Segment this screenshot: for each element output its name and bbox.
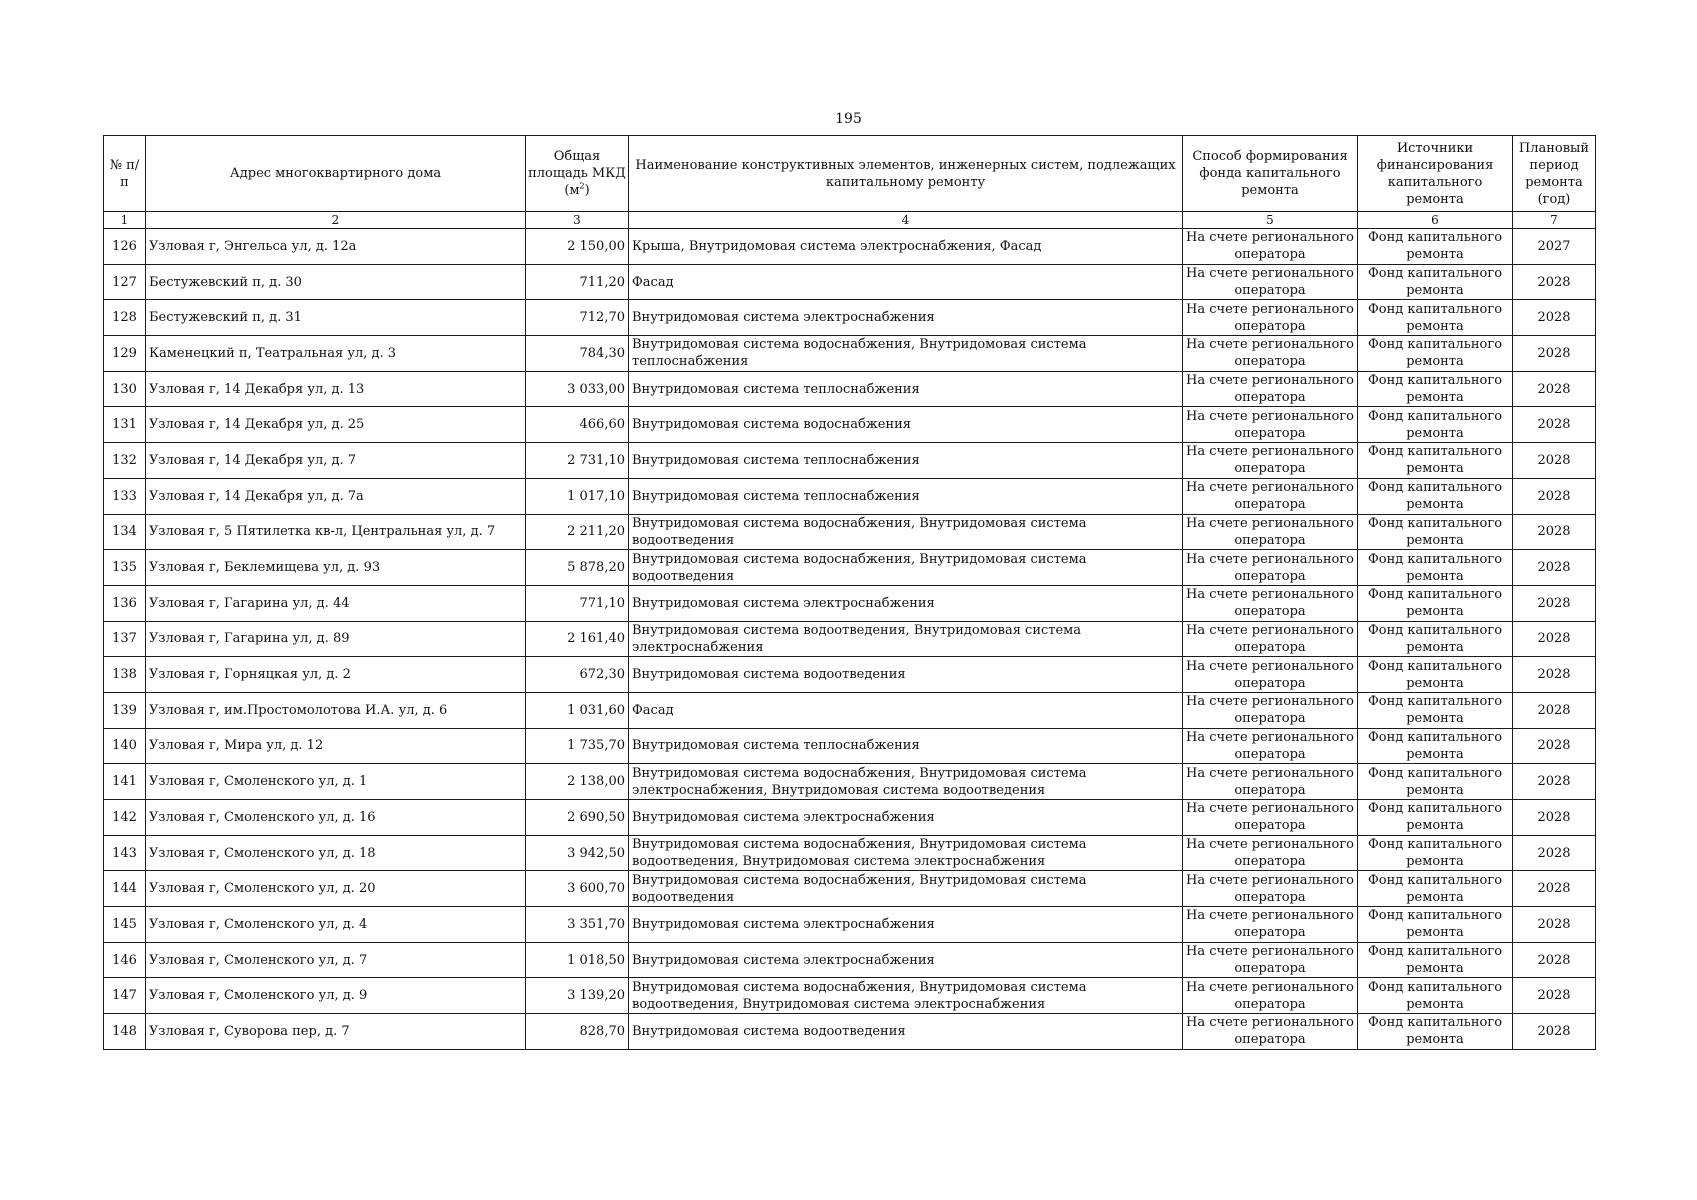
cell-address: Узловая г, Смоленского ул, д. 20 — [146, 871, 526, 907]
column-number: 7 — [1513, 212, 1596, 229]
cell-num: 147 — [104, 978, 146, 1014]
cell-address: Узловая г, 14 Декабря ул, д. 7а — [146, 478, 526, 514]
table-row — [104, 443, 1596, 479]
cell-area: 784,30 — [526, 336, 629, 372]
cell-method: На счете регионального оператора — [1183, 229, 1358, 265]
cell-elements: Внутридомовая система водоснабжения, Внутридомовая система водоотведения, Внутридомовая система электроснабжения — [629, 835, 1183, 871]
header-elements: Наименование конструктивных элементов, инженерных систем, подлежащих капитальному ремонту — [629, 136, 1183, 212]
cell-num: 144 — [104, 871, 146, 907]
cell-num: 135 — [104, 550, 146, 586]
cell-address: Бестужевский п, д. 31 — [146, 300, 526, 336]
cell-num: 127 — [104, 264, 146, 300]
cell-year: 2028 — [1513, 835, 1596, 871]
cell-year: 2028 — [1513, 478, 1596, 514]
cell-year: 2028 — [1513, 514, 1596, 550]
table-row — [104, 978, 1596, 1014]
cell-area: 672,30 — [526, 657, 629, 693]
cell-elements: Внутридомовая система электроснабжения — [629, 300, 1183, 336]
cell-method: На счете регионального оператора — [1183, 1014, 1358, 1050]
header-area-close: ) — [584, 183, 590, 198]
cell-elements: Внутридомовая система водоснабжения, Внутридомовая система водоотведения — [629, 871, 1183, 907]
cell-address: Узловая г, им.Простомолотова И.А. ул, д. 6 — [146, 692, 526, 728]
repair-program-table — [103, 135, 1596, 1050]
cell-source: Фонд капитального ремонта — [1358, 514, 1513, 550]
header-source: Источники финансирования капитального ремонта — [1358, 136, 1513, 212]
table-row — [104, 764, 1596, 800]
header-area-sup: 2 — [579, 181, 585, 191]
table-row — [104, 407, 1596, 443]
cell-num: 126 — [104, 229, 146, 265]
cell-area: 711,20 — [526, 264, 629, 300]
cell-area: 3 139,20 — [526, 978, 629, 1014]
cell-elements: Внутридомовая система электроснабжения — [629, 907, 1183, 943]
cell-method: На счете регионального оператора — [1183, 907, 1358, 943]
cell-elements: Внутридомовая система водоснабжения, Внутридомовая система электроснабжения, Внутридомовая система водоотведения — [629, 764, 1183, 800]
cell-address: Бестужевский п, д. 30 — [146, 264, 526, 300]
cell-year: 2028 — [1513, 764, 1596, 800]
cell-address: Узловая г, Беклемищева ул, д. 93 — [146, 550, 526, 586]
cell-address: Узловая г, Гагарина ул, д. 89 — [146, 621, 526, 657]
cell-area: 2 690,50 — [526, 800, 629, 836]
cell-year: 2028 — [1513, 264, 1596, 300]
cell-method: На счете регионального оператора — [1183, 692, 1358, 728]
cell-year: 2028 — [1513, 371, 1596, 407]
cell-source: Фонд капитального ремонта — [1358, 229, 1513, 265]
cell-elements: Крыша, Внутридомовая система электроснабжения, Фасад — [629, 229, 1183, 265]
cell-source: Фонд капитального ремонта — [1358, 907, 1513, 943]
table-row — [104, 478, 1596, 514]
cell-method: На счете регионального оператора — [1183, 443, 1358, 479]
cell-address: Узловая г, Энгельса ул, д. 12а — [146, 229, 526, 265]
cell-source: Фонд капитального ремонта — [1358, 657, 1513, 693]
cell-source: Фонд капитального ремонта — [1358, 621, 1513, 657]
cell-num: 143 — [104, 835, 146, 871]
cell-address: Узловая г, Смоленского ул, д. 4 — [146, 907, 526, 943]
cell-area: 2 150,00 — [526, 229, 629, 265]
cell-year: 2028 — [1513, 692, 1596, 728]
cell-area: 2 138,00 — [526, 764, 629, 800]
cell-method: На счете регионального оператора — [1183, 264, 1358, 300]
cell-num: 139 — [104, 692, 146, 728]
cell-elements: Внутридомовая система водоснабжения, Внутридомовая система теплоснабжения — [629, 336, 1183, 372]
cell-source: Фонд капитального ремонта — [1358, 264, 1513, 300]
cell-source: Фонд капитального ремонта — [1358, 1014, 1513, 1050]
cell-method: На счете регионального оператора — [1183, 835, 1358, 871]
column-number: 1 — [104, 212, 146, 229]
cell-num: 131 — [104, 407, 146, 443]
cell-elements: Внутридомовая система водоснабжения, Внутридомовая система водоотведения — [629, 550, 1183, 586]
cell-elements: Внутридомовая система электроснабжения — [629, 585, 1183, 621]
cell-num: 128 — [104, 300, 146, 336]
cell-area: 3 351,70 — [526, 907, 629, 943]
cell-address: Узловая г, Мира ул, д. 12 — [146, 728, 526, 764]
cell-method: На счете регионального оператора — [1183, 800, 1358, 836]
cell-source: Фонд капитального ремонта — [1358, 478, 1513, 514]
cell-elements: Фасад — [629, 692, 1183, 728]
column-number: 4 — [629, 212, 1183, 229]
cell-area: 828,70 — [526, 1014, 629, 1050]
cell-num: 136 — [104, 585, 146, 621]
cell-num: 132 — [104, 443, 146, 479]
header-period: Плановый период ремонта (год) — [1513, 136, 1596, 212]
cell-method: На счете регионального оператора — [1183, 657, 1358, 693]
cell-source: Фонд капитального ремонта — [1358, 585, 1513, 621]
cell-method: На счете регионального оператора — [1183, 978, 1358, 1014]
table-row — [104, 835, 1596, 871]
cell-source: Фонд капитального ремонта — [1358, 371, 1513, 407]
table-row — [104, 942, 1596, 978]
table-row — [104, 585, 1596, 621]
column-number: 6 — [1358, 212, 1513, 229]
cell-elements: Внутридомовая система водоснабжения — [629, 407, 1183, 443]
cell-elements: Фасад — [629, 264, 1183, 300]
cell-num: 141 — [104, 764, 146, 800]
cell-source: Фонд капитального ремонта — [1358, 800, 1513, 836]
cell-year: 2028 — [1513, 336, 1596, 372]
cell-elements: Внутридомовая система водоотведения, Внутридомовая система электроснабжения — [629, 621, 1183, 657]
cell-elements: Внутридомовая система водоснабжения, Внутридомовая система водоотведения, Внутридомовая система электроснабжения — [629, 978, 1183, 1014]
table-row — [104, 692, 1596, 728]
cell-area: 2 161,40 — [526, 621, 629, 657]
cell-num: 129 — [104, 336, 146, 372]
cell-year: 2028 — [1513, 300, 1596, 336]
cell-num: 140 — [104, 728, 146, 764]
cell-year: 2028 — [1513, 550, 1596, 586]
cell-source: Фонд капитального ремонта — [1358, 728, 1513, 764]
column-number: 2 — [146, 212, 526, 229]
cell-year: 2028 — [1513, 657, 1596, 693]
cell-source: Фонд капитального ремонта — [1358, 300, 1513, 336]
cell-num: 138 — [104, 657, 146, 693]
cell-area: 712,70 — [526, 300, 629, 336]
cell-method: На счете регионального оператора — [1183, 621, 1358, 657]
cell-area: 1 735,70 — [526, 728, 629, 764]
cell-area: 1 031,60 — [526, 692, 629, 728]
cell-method: На счете регионального оператора — [1183, 728, 1358, 764]
cell-address: Узловая г, Смоленского ул, д. 18 — [146, 835, 526, 871]
cell-year: 2028 — [1513, 407, 1596, 443]
cell-elements: Внутридомовая система электроснабжения — [629, 800, 1183, 836]
cell-year: 2028 — [1513, 1014, 1596, 1050]
cell-num: 137 — [104, 621, 146, 657]
cell-method: На счете регионального оператора — [1183, 585, 1358, 621]
cell-num: 146 — [104, 942, 146, 978]
column-number: 3 — [526, 212, 629, 229]
cell-area: 3 033,00 — [526, 371, 629, 407]
cell-year: 2028 — [1513, 585, 1596, 621]
cell-elements: Внутридомовая система теплоснабжения — [629, 443, 1183, 479]
cell-address: Узловая г, Смоленского ул, д. 16 — [146, 800, 526, 836]
header-address: Адрес многоквартирного дома — [146, 136, 526, 212]
cell-num: 134 — [104, 514, 146, 550]
cell-area: 1 017,10 — [526, 478, 629, 514]
cell-address: Узловая г, 5 Пятилетка кв-л, Центральная ул, д. 7 — [146, 514, 526, 550]
cell-area: 5 878,20 — [526, 550, 629, 586]
header-area-label: Общая площадь МКД (м — [528, 149, 626, 198]
table-row — [104, 264, 1596, 300]
cell-num: 142 — [104, 800, 146, 836]
table-row — [104, 514, 1596, 550]
cell-area: 3 942,50 — [526, 835, 629, 871]
cell-method: На счете регионального оператора — [1183, 371, 1358, 407]
cell-address: Узловая г, Суворова пер, д. 7 — [146, 1014, 526, 1050]
cell-year: 2028 — [1513, 871, 1596, 907]
cell-elements: Внутридомовая система водоотведения — [629, 1014, 1183, 1050]
cell-source: Фонд капитального ремонта — [1358, 550, 1513, 586]
table-row — [104, 800, 1596, 836]
table-row — [104, 1014, 1596, 1050]
cell-method: На счете регионального оператора — [1183, 407, 1358, 443]
cell-source: Фонд капитального ремонта — [1358, 764, 1513, 800]
cell-method: На счете регионального оператора — [1183, 300, 1358, 336]
table-row — [104, 300, 1596, 336]
header-row — [104, 136, 1596, 212]
cell-num: 133 — [104, 478, 146, 514]
cell-source: Фонд капитального ремонта — [1358, 978, 1513, 1014]
cell-method: На счете регионального оператора — [1183, 942, 1358, 978]
table-row — [104, 371, 1596, 407]
cell-area: 466,60 — [526, 407, 629, 443]
cell-source: Фонд капитального ремонта — [1358, 942, 1513, 978]
cell-elements: Внутридомовая система электроснабжения — [629, 942, 1183, 978]
cell-elements: Внутридомовая система водоснабжения, Внутридомовая система водоотведения — [629, 514, 1183, 550]
cell-num: 130 — [104, 371, 146, 407]
page-number: 195 — [835, 111, 862, 127]
cell-source: Фонд капитального ремонта — [1358, 336, 1513, 372]
cell-elements: Внутридомовая система теплоснабжения — [629, 728, 1183, 764]
cell-source: Фонд капитального ремонта — [1358, 443, 1513, 479]
cell-address: Узловая г, Смоленского ул, д. 7 — [146, 942, 526, 978]
cell-method: На счете регионального оператора — [1183, 764, 1358, 800]
table-row — [104, 336, 1596, 372]
cell-method: На счете регионального оператора — [1183, 336, 1358, 372]
cell-year: 2028 — [1513, 942, 1596, 978]
table-row — [104, 229, 1596, 265]
table-row — [104, 871, 1596, 907]
cell-address: Узловая г, Смоленского ул, д. 9 — [146, 978, 526, 1014]
header-method: Способ формирования фонда капитального ремонта — [1183, 136, 1358, 212]
cell-elements: Внутридомовая система теплоснабжения — [629, 478, 1183, 514]
cell-area: 2 731,10 — [526, 443, 629, 479]
cell-num: 145 — [104, 907, 146, 943]
cell-address: Узловая г, 14 Декабря ул, д. 7 — [146, 443, 526, 479]
cell-source: Фонд капитального ремонта — [1358, 871, 1513, 907]
cell-year: 2028 — [1513, 443, 1596, 479]
cell-source: Фонд капитального ремонта — [1358, 407, 1513, 443]
cell-source: Фонд капитального ремонта — [1358, 835, 1513, 871]
cell-address: Узловая г, 14 Декабря ул, д. 13 — [146, 371, 526, 407]
table-row — [104, 621, 1596, 657]
table-row — [104, 907, 1596, 943]
cell-address: Узловая г, 14 Декабря ул, д. 25 — [146, 407, 526, 443]
column-number: 5 — [1183, 212, 1358, 229]
cell-method: На счете регионального оператора — [1183, 478, 1358, 514]
cell-method: На счете регионального оператора — [1183, 550, 1358, 586]
table-row — [104, 728, 1596, 764]
column-number-row — [104, 212, 1596, 229]
cell-year: 2027 — [1513, 229, 1596, 265]
cell-address: Узловая г, Гагарина ул, д. 44 — [146, 585, 526, 621]
cell-year: 2028 — [1513, 907, 1596, 943]
cell-address: Каменецкий п, Театральная ул, д. 3 — [146, 336, 526, 372]
cell-method: На счете регионального оператора — [1183, 871, 1358, 907]
cell-year: 2028 — [1513, 800, 1596, 836]
cell-year: 2028 — [1513, 621, 1596, 657]
cell-area: 2 211,20 — [526, 514, 629, 550]
table-row — [104, 550, 1596, 586]
cell-area: 3 600,70 — [526, 871, 629, 907]
header-area — [526, 136, 629, 212]
cell-elements: Внутридомовая система водоотведения — [629, 657, 1183, 693]
table-row — [104, 657, 1596, 693]
cell-num: 148 — [104, 1014, 146, 1050]
cell-address: Узловая г, Смоленского ул, д. 1 — [146, 764, 526, 800]
cell-source: Фонд капитального ремонта — [1358, 692, 1513, 728]
cell-area: 1 018,50 — [526, 942, 629, 978]
cell-year: 2028 — [1513, 978, 1596, 1014]
header-num: № п/п — [104, 136, 146, 212]
cell-area: 771,10 — [526, 585, 629, 621]
cell-elements: Внутридомовая система теплоснабжения — [629, 371, 1183, 407]
cell-address: Узловая г, Горняцкая ул, д. 2 — [146, 657, 526, 693]
cell-method: На счете регионального оператора — [1183, 514, 1358, 550]
cell-year: 2028 — [1513, 728, 1596, 764]
